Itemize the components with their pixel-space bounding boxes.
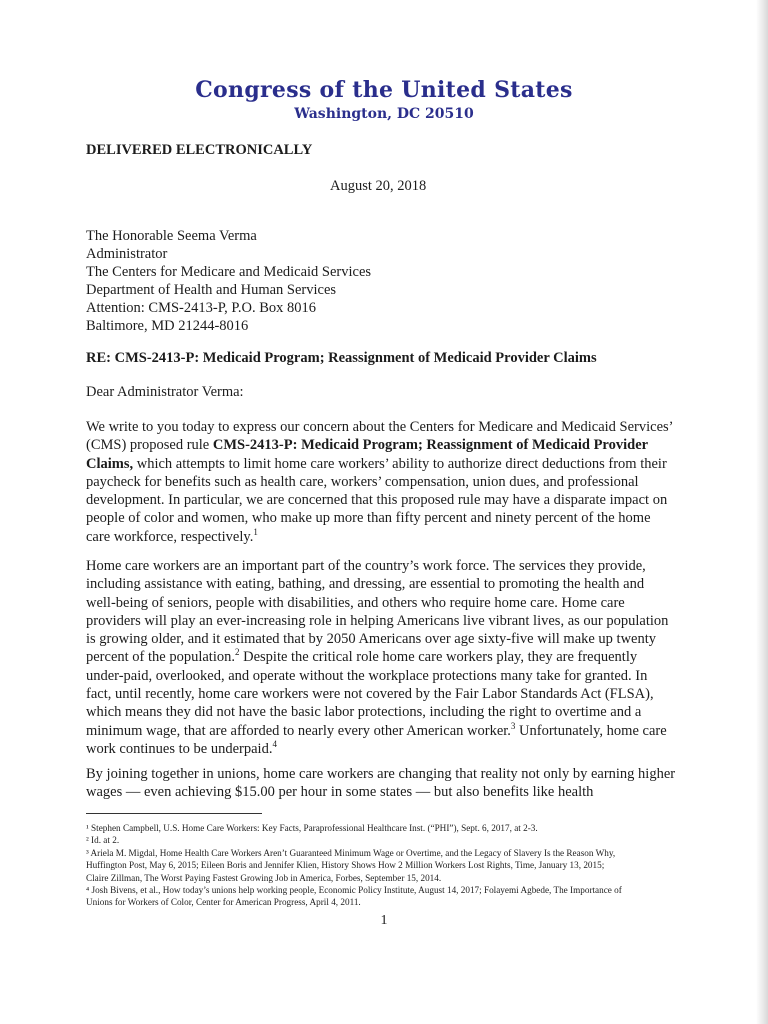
address-line: Attention: CMS-2413-P, P.O. Box 8016 xyxy=(86,300,317,316)
paragraph-2-text-b: Despite the critical role home care workers play, they are frequently under-paid, overlooked, and operate without the workplace protections many take for granted. In fact, until recently, home care workers were not covered by the Fair Labor Standards Act (FLSA), which means they did not have the basic labor protections, including the right to overtime and a minimum wage, that are afforded to nearly every other American worker. xyxy=(86,649,654,739)
paragraph-2-text-c: Unfortunately, home care work continues to be underpaid. xyxy=(86,722,667,757)
footnote-line: ¹ Stephen Campbell, U.S. Home Care Workers: Key Facts, Paraprofessional Healthcare Inst. (“PHI”), Sept. 6, 2017, at 2-3. xyxy=(86,823,538,833)
footnote-line: Huffington Post, May 6, 2015; Eileen Boris and Jennifer Klien, History Shows How 2 Million Workers Lost Rights, Time, January 13, 2015; xyxy=(86,860,605,871)
footnote-ref: 4 xyxy=(272,739,277,750)
paragraph-1-text: We write to you today to express our concern about the Centers for Medicare and Medicaid Services’ (CMS) proposed rule xyxy=(86,419,673,454)
footnote-line: ² Id. at 2. xyxy=(86,835,120,846)
address-line: Department of Health and Human Services xyxy=(86,282,337,298)
subject-line: RE: CMS-2413-P: Medicaid Program; Reassignment of Medicaid Provider Claims xyxy=(86,350,597,366)
paragraph-2-text-a: Home care workers are an important part of the country’s work force. The services they provide, including assistance with eating, bathing, and dressing, are essential to promoting the health and well-being of seniors, people with disabilities, and others who require home care. Home care providers will play an ever-increasing role in helping Americans live vibrant lives, as our population is growing older, and it estimated that by 2050 Americans over age sixty-five will make up twenty percent of the population. xyxy=(86,558,669,666)
address-line: The Centers for Medicare and Medicaid Services xyxy=(86,264,372,280)
page-edge-shadow xyxy=(756,0,768,1024)
paragraph-1-text-end: which attempts to limit home care workers’ ability to authorize direct deductions from their paycheck for benefits such as health care, workers’ compensation, union dues, and professional development. In particular, we are concerned that this proposed rule may have a disparate impact on people of color and women, who make up more than fifty percent and ninety percent of the home care workforce, respectively. xyxy=(86,455,668,545)
footnote-line: ³ Ariela M. Migdal, Home Health Care Workers Aren’t Guaranteed Minimum Wage or Overtime, and the Legacy of Slavery Is the Reason Why, xyxy=(86,847,616,858)
footnote-ref: 2 xyxy=(234,647,240,658)
footnote-line: ⁴ Josh Bivens, et al., How today’s unions help working people, Economic Policy Institute, August 14, 2017; Folayemi Agbede, The Importance of xyxy=(86,885,622,896)
salutation: Dear Administrator Verma: xyxy=(86,384,244,400)
letter-date: August 20, 2018 xyxy=(330,178,427,194)
address-line: The Honorable Seema Verma xyxy=(86,228,257,244)
footnote-ref: 1 xyxy=(253,526,258,537)
page-number: 1 xyxy=(380,913,388,928)
footnote-ref: 3 xyxy=(510,720,516,731)
letterhead-subtitle: Washington, DC 20510 xyxy=(294,106,474,122)
footnote-line: Claire Zillman, The Worst Paying Fastest Growing Job in America, Forbes, September 15, 2014. xyxy=(86,872,442,883)
paragraph-2 xyxy=(86,557,676,758)
footnote-line: Unions for Workers of Color, Center for American Progress, April 4, 2011. xyxy=(86,897,361,908)
paragraph-3-text: By joining together in unions, home care workers are changing that reality not only by earning higher wages — even achieving $15.00 per hour in some states — but also benefits like health xyxy=(86,766,676,801)
letterhead-title: Congress of the United States xyxy=(195,77,573,103)
footnotes xyxy=(86,822,676,909)
footnote-divider xyxy=(86,813,262,814)
address-line: Baltimore, MD 21244-8016 xyxy=(86,318,249,334)
delivery-method: DELIVERED ELECTRONICALLY xyxy=(86,142,313,158)
address-line: Administrator xyxy=(86,246,168,262)
paragraph-1-rule-name: CMS-2413-P: Medicaid Program; Reassignment of Medicaid Provider Claims, xyxy=(86,437,648,472)
paragraph-3 xyxy=(86,765,676,802)
paragraph-1 xyxy=(86,418,676,546)
